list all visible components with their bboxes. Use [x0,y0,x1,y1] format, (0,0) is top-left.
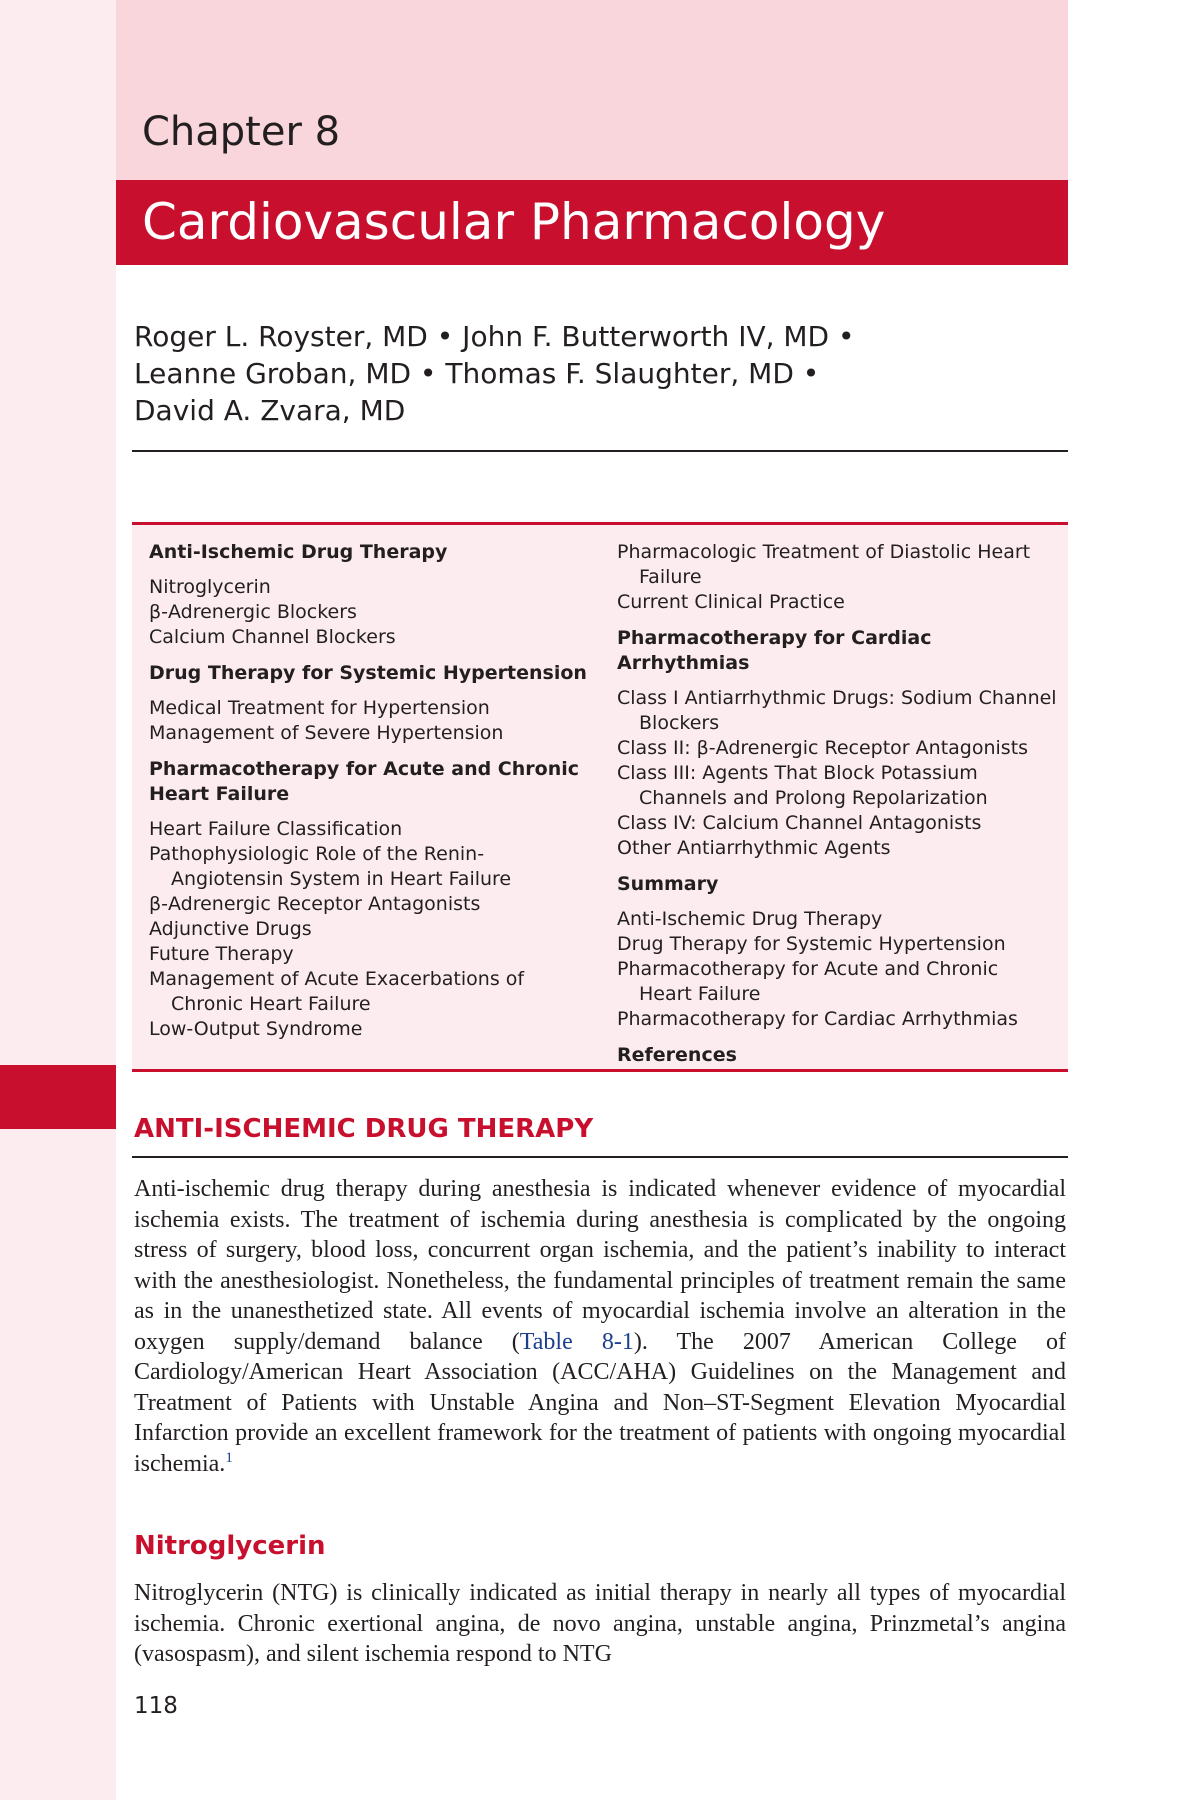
outline-item: Class III: Agents That Block Potassium Channels and Prolong Repolarization [617,762,988,809]
citation-link[interactable]: 1 [225,1449,233,1466]
page-number: 118 [134,1693,178,1719]
outline-heading: Anti-Ischemic Drug Therapy [149,541,448,563]
subsection-heading: Nitroglycerin [134,1531,326,1561]
author-divider [132,450,1068,452]
paragraph-text: Nitroglycerin (NTG) is clinically indicated as initial therapy in nearly all types of myocardial ischemia. Chronic exertional angina, de novo angina, unstable angina, Prinzmetal’s angina (vasospasm), and silent ischemia respond to NTG [134,1580,1066,1667]
outline-item: Nitroglycerin [149,576,271,598]
paragraph-text: ). The 2007 American College of Cardiology/American Heart Association (ACC/AHA) Guidelines on the Management and Treatment of Patients with Unstable Angina and Non–ST-Segment Elevation Myocardial Infarction provide an excellent framework for the treatment of patients with ongoing myocardial ischemia. [134,1328,1066,1477]
outline-item: Class I Antiarrhythmic Drugs: Sodium Channel Blockers [617,687,1057,734]
chapter-outline [132,522,1068,1072]
outline-item: β-Adrenergic Receptor Antagonists [149,893,481,915]
author-line: Leanne Groban, MD • Thomas F. Slaughter, MD • [134,357,820,390]
outline-heading: Summary [617,873,719,895]
outline-heading: References [617,1044,737,1066]
outline-item: Heart Failure Classification [149,818,403,840]
outline-heading: Drug Therapy for Systemic Hypertension [149,662,587,684]
body-paragraph [134,1578,1066,1670]
chapter-thumb-tab [0,1065,116,1129]
outline-item: Class IV: Calcium Channel Antagonists [617,812,982,834]
outline-item: Pharmacotherapy for Acute and Chronic Heart Failure [617,958,999,1005]
table-reference-link[interactable]: Table 8-1 [519,1328,634,1355]
outline-heading: Pharmacotherapy for Cardiac Arrhythmias [617,627,932,674]
outline-heading: Pharmacotherapy for Acute and Chronic Heart Failure [149,758,580,805]
section-divider [132,1156,1068,1158]
section-heading: ANTI-ISCHEMIC DRUG THERAPY [134,1114,594,1144]
paragraph-text: Anti-ischemic drug therapy during anesthesia is indicated whenever evidence of myocardial ischemia exists. The treatment of ischemia during anesthesia is complicated by the ongoing stress of surgery, blood loss, concurrent organ ischemia, and the patient’s inability to interact with the anesthesiologist. Nonetheless, the fundamental principles of treatment remain the same as in the unanesthetized state. All events of myocardial ischemia involve an alteration in the oxygen supply/demand balance ( [134,1176,1066,1355]
outline-item: Anti-Ischemic Drug Therapy [617,908,883,930]
outline-item: Future Therapy [149,943,294,965]
author-line: Roger L. Royster, MD • John F. Butterworth IV, MD • [134,320,855,353]
chapter-title-bar [116,180,1068,265]
chapter-title: Cardiovascular Pharmacology [142,193,886,251]
outline-item: Current Clinical Practice [617,591,845,613]
outline-item: Pharmacologic Treatment of Diastolic Heart Failure [617,541,1031,588]
outline-item: Class II: β-Adrenergic Receptor Antagonists [617,737,1029,759]
outline-item: Low-Output Syndrome [149,1018,363,1040]
outline-item: Management of Severe Hypertension [149,722,504,744]
outline-item: Adjunctive Drugs [149,918,312,940]
outline-column-left [149,540,589,1042]
outline-item: Management of Acute Exacerbations of Chronic Heart Failure [149,968,525,1015]
outline-item: Drug Therapy for Systemic Hypertension [617,933,1006,955]
body-paragraph [134,1174,1066,1479]
outline-item: Pathophysiologic Role of the Renin-Angiotensin System in Heart Failure [149,843,512,890]
outline-item: Pharmacotherapy for Cardiac Arrhythmias [617,1008,1018,1030]
author-list [134,318,1064,429]
outline-item: Calcium Channel Blockers [149,626,396,648]
outline-column-right [617,540,1057,1078]
outline-item: β-Adrenergic Blockers [149,601,357,623]
outline-item: Medical Treatment for Hypertension [149,697,490,719]
chapter-label: Chapter 8 [142,109,341,155]
author-line: David A. Zvara, MD [134,394,406,427]
outline-item: Other Antiarrhythmic Agents [617,837,891,859]
left-margin-strip [0,0,116,1800]
